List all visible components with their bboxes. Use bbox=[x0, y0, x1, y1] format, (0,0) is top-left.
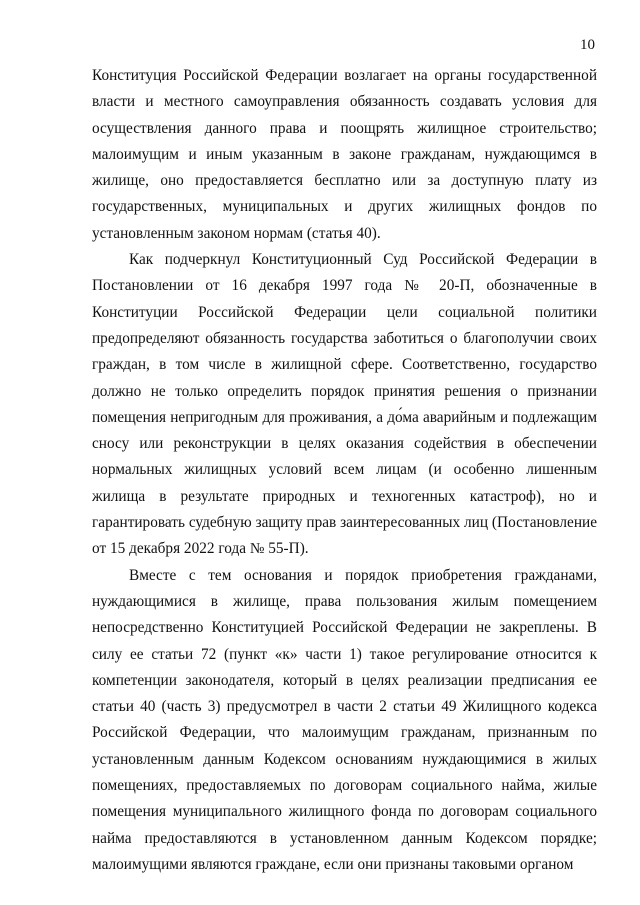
page-number: 10 bbox=[580, 37, 595, 53]
paragraph-constitutional-court: Как подчеркнул Конституционный Суд Российской Федерации в Постановлении от 16 декабря 1997 года № 20-П, обозначенные в Конституции Российской Федерации цели социальной политики предопределяют обязанность государства заботиться о благополучии своих граждан, в том числе в жилищной сфере. Соответственно, государство должно не только определить порядок принятия решения о признании помещения непригодным для проживания, а до́ма аварийным и подлежащим сносу или реконструкции в целях оказания содействия в обеспечении нормальных жилищных условий всем лицам (и особенно лишенным жилища в результате природных и техногенных катастроф), но и гарантировать судебную защиту прав заинтересованных лиц (Постановление от 15 декабря 2022 года № 55-П). bbox=[92, 251, 597, 558]
paragraph-housing-code: Вместе с тем основания и порядок приобретения гражданами, нуждающимися в жилище, права пользования жилым помещением непосредственно Конституцией Российской Федерации не закреплены. В силу ее статьи 72 (пункт «к» части 1) такое регулирование относится к компетенции законодателя, который в целях реализации предписания ее статьи 40 (часть 3) предусмотрел в части 2 статьи 49 Жилищного кодекса Российской Федерации, что малоимущим гражданам, признанным по установленным данным Кодексом основаниям нуждающимися в жилых помещениях, предоставляемых по договорам социального найма, жилые помещения муниципального жилищного фонда по договорам социального найма предоставляются в установленном данным Кодексом порядке; малоимущими являются граждане, если они признаны таковыми органом bbox=[92, 566, 597, 873]
document-body bbox=[92, 63, 597, 878]
paragraph-constitution-obligations: Конституция Российской Федерации возлагает на органы государственной власти и местного самоуправления обязанность создавать условия для осуществления данного права и поощрять жилищное строительство; малоимущим и иным указанным в законе гражданам, нуждающимся в жилище, оно предоставляется бесплатно или за доступную плату из государственных, муниципальных и других жилищных фондов по установленным законом нормам (статья 40). bbox=[92, 67, 597, 242]
